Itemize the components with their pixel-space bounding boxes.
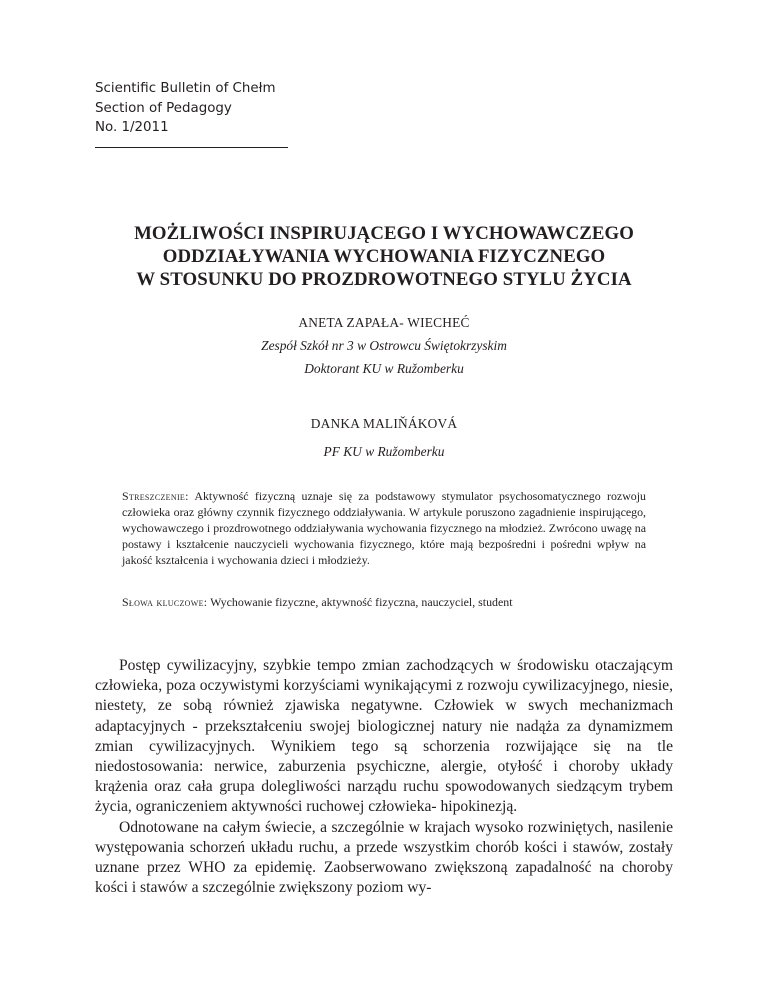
title-line-2: ODDZIAŁYWANIA WYCHOWANIA FIZYCZNEGO xyxy=(162,246,606,267)
title-line-1: MOŻLIWOŚCI INSPIRUJĄCEGO I WYCHOWAWCZEGO xyxy=(134,223,634,244)
journal-name: Scientific Bulletin of Chełm xyxy=(95,81,276,96)
journal-section: Section of Pedagogy xyxy=(95,100,232,116)
header-divider xyxy=(95,147,288,148)
journal-header xyxy=(95,79,276,138)
abstract-text: Aktywność fizyczną uznaje się za podstawowy stymulator psychosomatycznego rozwoju człowieka oraz główny czynnik fizycznego oddziaływania. W artykule poruszono zagadnienie inspirującego, wychowawczego i prozdrowotnego oddziaływania wychowania fizycznego na młodzież. Zwrócono uwagę na postawy i kształcenie nauczycieli wychowania fizycznego, które mają bezpośredni i pośredni wpływ na jakość kształcenia i wychowania dzieci i młodzieży. xyxy=(122,489,646,567)
author-affiliation-2: PF KU w Ružomberku xyxy=(323,444,445,459)
author-affiliation-1b: Doktorant KU w Ružomberku xyxy=(304,361,464,376)
journal-issue: No. 1/2011 xyxy=(95,120,169,135)
keywords xyxy=(122,594,662,610)
article-title xyxy=(60,222,708,291)
body-paragraph-2: Odnotowane na całym świecie, a szczególnie w krajach wysoko rozwiniętych, nasilenie występowania schorzeń układu ruchu, a przede wszystkim chorób kości i stawów, zostały uznane przez WHO za epidemię. Zaobserwowano zwiększoną zapadalność na choroby kości i stawów a szczególnie zwiększony poziom wy- xyxy=(95,818,673,897)
keywords-text: Wychowanie fizyczne, aktywność fizyczna, nauczyciel, student xyxy=(210,595,513,609)
author-name-2: DANKA MALIŇÁKOVÁ xyxy=(310,416,458,431)
author-name-1: ANETA ZAPAŁA- WIECHEĆ xyxy=(298,315,470,330)
author-affiliation-1a: Zespół Szkół nr 3 w Ostrowcu Świętokrzyskim xyxy=(261,338,507,353)
keywords-label: Słowa kluczowe: xyxy=(122,595,208,609)
abstract-label: Streszczenie: xyxy=(122,489,189,503)
abstract xyxy=(122,488,646,568)
title-line-3: W STOSUNKU DO PROZDROWOTNEGO STYLU ŻYCIA xyxy=(136,269,632,290)
body-text xyxy=(95,656,673,898)
body-paragraph-1: Postęp cywilizacyjny, szybkie tempo zmian zachodzących w środowisku otaczającym człowieka, poza oczywistymi korzyściami wynikającymi z rozwoju cywilizacyjnego, niesie, niestety, ze sobą również zjawiska negatywne. Człowiek w swych mechanizmach adaptacyjnych - przekształceniu swojej biologicznej natury nie nadąża za dynamizmem zmian cywilizacyjnych. Wynikiem tego są schorzenia rozwijające się na tle niedostosowania: nerwice, zaburzenia psychiczne, alergie, otyłość i choroby układy krążenia oraz cała grupa dolegliwości narządu ruchu spowodowanych siedzącym trybem życia, ograniczeniem aktywności ruchowej człowieka- hipokinezją. xyxy=(95,657,673,816)
